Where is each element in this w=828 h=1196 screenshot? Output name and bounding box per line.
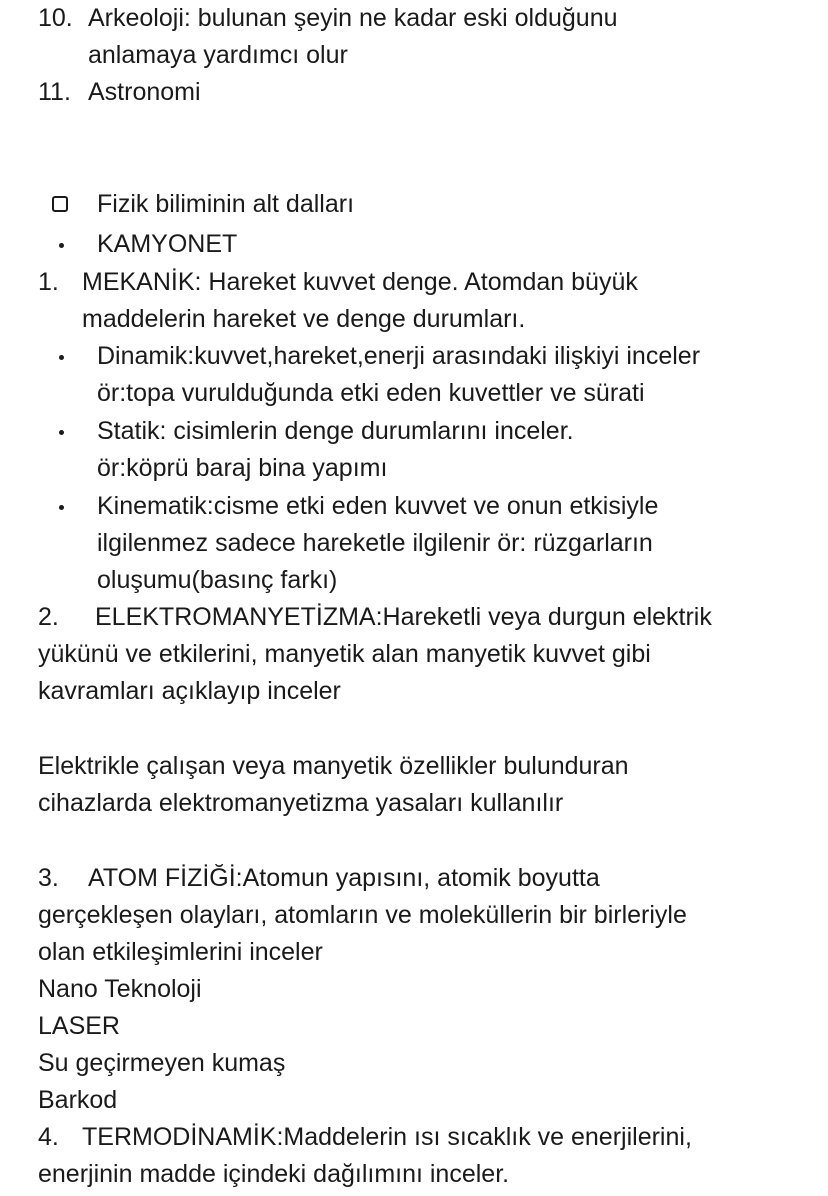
bullet-icon [59, 243, 64, 248]
bullet-icon [59, 430, 64, 435]
elektro-paragraph-line1: Elektrikle çalışan veya manyetik özellikler bulunduran [38, 752, 629, 780]
elektro-line3: kavramları açıklayıp inceler [38, 677, 341, 705]
mekanik-line1: MEKANİK: Hareket kuvvet denge. Atomdan büyük [82, 268, 638, 296]
statik-line1: Statik: cisimlerin denge durumlarını inceler. [97, 417, 574, 445]
mekanik-line2: maddelerin hareket ve denge durumları. [82, 305, 526, 333]
termo-line2: enerjinin madde içindeki dağılımını inceler. [38, 1160, 510, 1188]
list-number-1: 1. [38, 268, 59, 296]
atom-line1: ATOM FİZİĞİ:Atomun yapısını, atomik boyutta [88, 864, 600, 892]
statik-line2: ör:köprü baraj bina yapımı [97, 454, 388, 482]
item-astronomi: Astronomi [88, 78, 201, 106]
dinamik-line1: Dinamik:kuvvet,hareket,enerji arasındaki ilişkiyi inceler [97, 342, 701, 370]
list-number-10: 10. [38, 4, 73, 32]
kinematik-line1: Kinematik:cisme etki eden kuvvet ve onun etkisiyle [97, 492, 659, 520]
mnemonic-kamyonet: KAMYONET [97, 230, 238, 258]
elektro-line2: yükünü ve etkilerini, manyetik alan manyetik kuvvet gibi [38, 640, 651, 668]
list-number-3: 3. [38, 864, 59, 892]
dinamik-line2: ör:topa vurulduğunda etki eden kuvettler ve sürati [97, 379, 645, 407]
bullet-icon [59, 355, 64, 360]
list-number-11: 11. [38, 78, 71, 106]
kinematik-line2: ilgilenmez sadece hareketle ilgilenir ör: rüzgarların [97, 529, 653, 557]
atom-example: Su geçirmeyen kumaş [38, 1049, 286, 1077]
section-heading: Fizik biliminin alt dalları [97, 190, 355, 218]
kinematik-line3: oluşumu(basınç farkı) [97, 566, 338, 594]
atom-line3: olan etkileşimlerini inceler [38, 938, 323, 966]
elektro-paragraph-line2: cihazlarda elektromanyetizma yasaları kullanılır [38, 789, 564, 817]
atom-example: Barkod [38, 1086, 118, 1114]
list-number-2: 2. [38, 603, 59, 631]
elektro-line1: ELEKTROMANYETİZMA:Hareketli veya durgun elektrik [95, 603, 712, 631]
item-arkeoloji-line1: Arkeoloji: bulunan şeyin ne kadar eski olduğunu [88, 4, 618, 32]
bullet-icon [59, 505, 64, 510]
atom-line2: gerçekleşen olayları, atomların ve moleküllerin bir birleriyle [38, 901, 687, 929]
atom-example: LASER [38, 1012, 120, 1040]
list-number-4: 4. [38, 1123, 59, 1151]
item-arkeoloji-line2: anlamaya yardımcı olur [88, 41, 348, 69]
checkbox-bullet-icon [52, 196, 68, 212]
atom-example: Nano Teknoloji [38, 975, 202, 1003]
termo-line1: TERMODİNAMİK:Maddelerin ısı sıcaklık ve enerjilerini, [82, 1123, 692, 1151]
